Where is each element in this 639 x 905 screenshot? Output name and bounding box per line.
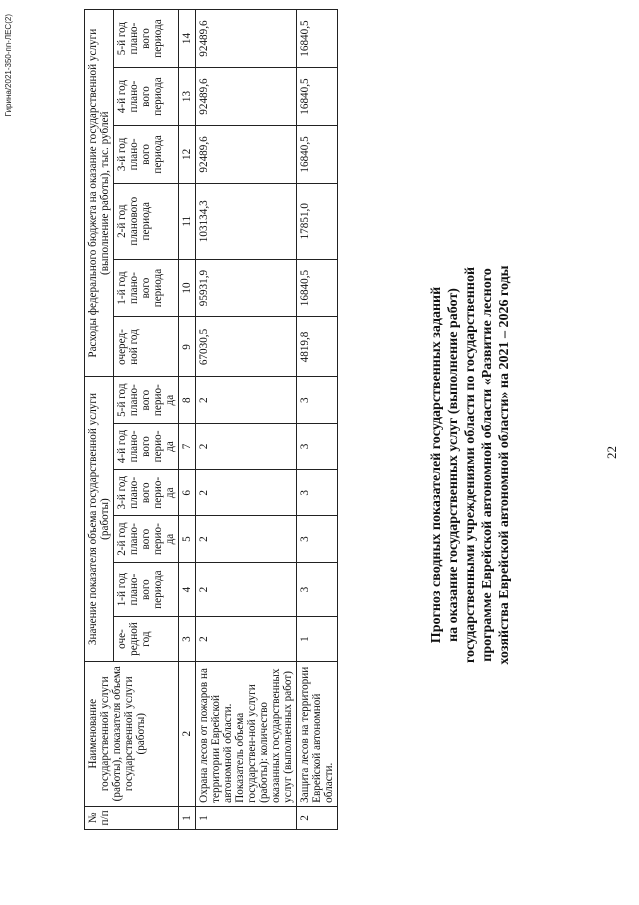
page-number: 22: [604, 446, 619, 459]
header-exp-col: 3-й год плано-вого периода: [114, 125, 179, 183]
column-number: 14: [179, 10, 196, 68]
volume-cell: 3: [297, 377, 338, 423]
column-number-row: [179, 10, 196, 830]
title-line: государственными учреждениями области по государственной: [463, 266, 478, 664]
volume-cell: 2: [196, 562, 297, 617]
expense-cell: 92489,6: [196, 68, 297, 126]
header-vol-col: 3-й год плано-вого перио-да: [114, 470, 179, 516]
header-expenses: Расходы федерального бюджета на оказание государственной услуги (выполнение работы), тыс. рублей: [85, 10, 114, 377]
header-vol-col: 2-й год плано-вого перио-да: [114, 516, 179, 562]
header-exp-col: 2-й год планового периода: [114, 183, 179, 259]
row-no: 2: [297, 806, 338, 829]
forecast-table: [84, 9, 338, 830]
column-number: 10: [179, 259, 196, 317]
expense-cell: 16840,5: [297, 68, 338, 126]
volume-cell: 1: [297, 617, 338, 661]
volume-cell: 2: [196, 516, 297, 562]
column-number: 7: [179, 423, 196, 469]
column-number: 8: [179, 377, 196, 423]
expense-cell: 17851,0: [297, 183, 338, 259]
service-name: Охрана лесов от пожаров на территории Еврейской автономной области. Показатель объема государствен-ной услуги (работы): количество оказанных государственных услуг (выполненных работ): [196, 661, 297, 806]
document-title: [428, 145, 513, 785]
expense-cell: 16840,5: [297, 259, 338, 317]
column-number: 2: [179, 661, 196, 806]
volume-cell: 3: [297, 470, 338, 516]
volume-cell: 2: [196, 377, 297, 423]
header-exp-col: 4-й год плано-вого периода: [114, 68, 179, 126]
header-volume: Значение показателя объема государственной услуги (работы): [85, 377, 114, 661]
column-number: 13: [179, 68, 196, 126]
title-line: на оказание государственных услуг (выполнение работ): [446, 288, 461, 642]
title-line: Прогноз сводных показателей государственных заданий: [429, 286, 444, 644]
service-name: Защита лесов на территории Еврейской автономной области.: [297, 661, 338, 806]
column-number: 1: [179, 806, 196, 829]
header-vol-col: оче-редной год: [114, 617, 179, 661]
column-number: 12: [179, 125, 196, 183]
header-exp-col: 5-й год плано-вого периода: [114, 10, 179, 68]
footer-code: Гирина/2021-350-пп-ЛЕС(2): [4, 14, 13, 117]
expense-cell: 16840,5: [297, 125, 338, 183]
expense-cell: 67030,5: [196, 317, 297, 377]
header-vol-col: 1-й год плано-вого периода: [114, 562, 179, 617]
column-number: 9: [179, 317, 196, 377]
expense-cell: 92489,6: [196, 10, 297, 68]
table-row: [196, 10, 297, 830]
header-vol-col: 5-й год плано-вого перио-да: [114, 377, 179, 423]
header-exp-col: 1-й год плано-вого периода: [114, 259, 179, 317]
volume-cell: 3: [297, 423, 338, 469]
column-number: 11: [179, 183, 196, 259]
header-no: № п/п: [85, 806, 179, 829]
expense-cell: 4819,8: [297, 317, 338, 377]
volume-cell: 2: [196, 470, 297, 516]
title-line: программе Еврейской автономной области «Развитие лесного: [480, 268, 495, 662]
expense-cell: 103134,3: [196, 183, 297, 259]
volume-cell: 2: [196, 423, 297, 469]
title-line: хозяйства Еврейской автономной области» на 2021 – 2026 годы: [497, 265, 512, 665]
expense-cell: 92489,6: [196, 125, 297, 183]
expense-cell: 16840,5: [297, 10, 338, 68]
volume-cell: 3: [297, 516, 338, 562]
table-row: [297, 10, 338, 830]
expense-cell: 95931,9: [196, 259, 297, 317]
header-vol-col: 4-й год плано-вого перио-да: [114, 423, 179, 469]
column-number: 6: [179, 470, 196, 516]
column-number: 4: [179, 562, 196, 617]
volume-cell: 3: [297, 562, 338, 617]
header-exp-col: очеред-ной год: [114, 317, 179, 377]
row-no: 1: [196, 806, 297, 829]
header-row-1: [85, 10, 114, 830]
column-number: 3: [179, 617, 196, 661]
header-name: Наименование государственной услуги (работы), показателя объема государственной услуги (работы): [85, 661, 179, 806]
volume-cell: 2: [196, 617, 297, 661]
column-number: 5: [179, 516, 196, 562]
